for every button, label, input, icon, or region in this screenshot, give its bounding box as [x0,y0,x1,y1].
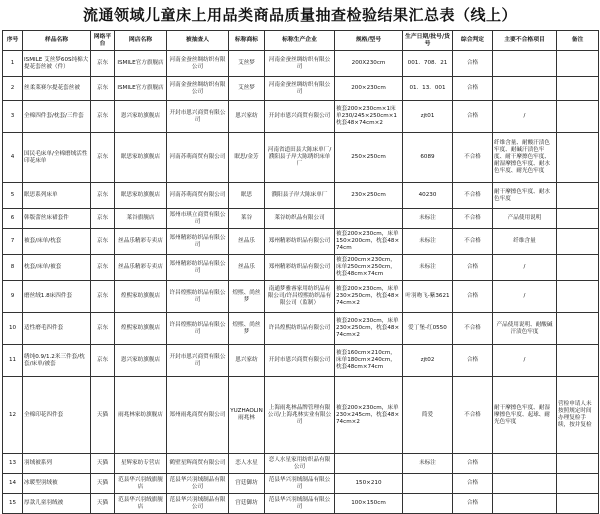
shop-name: 范县华兴羽绒旗舰店 [115,474,167,494]
producer: 河南金蚕丝绸纺织有限公司 [265,51,335,77]
brand: 宫廷御坊 [229,494,265,514]
table-row [3,345,599,377]
verdict: 不合格 [453,133,493,183]
verdict: 不合格 [453,229,493,255]
inspected-party: 河南金蚕丝绸纺织有限公司 [167,51,229,77]
header-cell: 生产日期/批号/货号 [403,31,453,51]
table-row [3,51,599,77]
sample-name: ISMILE 艾丝梦60S纯棉大提花套丝被（件） [23,51,91,77]
row-no: 13 [3,454,23,474]
shop-name: 眠思家纺旗舰店 [115,183,167,209]
batch [403,474,453,494]
shop-name: 雨兆林家纺旗舰店 [115,377,167,454]
header-cell: 主要不合格项目 [493,31,557,51]
batch: zjt01 [403,101,453,133]
brand: YUZHAOLIN 雨兆林 [229,377,265,454]
sample-name: 冰暖型羽绒被 [23,474,91,494]
header-cell: 序号 [3,31,23,51]
spec: 被套200×230cm，床单150×200cm，枕套48×74cm [335,229,403,255]
note [557,229,599,255]
brand: 丝品乐 [229,229,265,255]
producer: 郑州精彩纺织品有限公司 [265,229,335,255]
header-cell: 标称生产企业 [265,31,335,51]
sample-name: 适性磨毛四件套 [23,313,91,345]
table-row [3,454,599,474]
failed-items: 耐干摩擦色牢度、耐水色牢度 [493,183,557,209]
shop-name: 煌熙家纺旗舰店 [115,281,167,313]
verdict: 合格 [453,474,493,494]
spec: 150×210 [335,474,403,494]
platform: 京东 [91,255,115,281]
table-row [3,281,599,313]
batch: 6089 [403,133,453,183]
batch: 简爱 [403,377,453,454]
note [557,345,599,377]
inspected-party: 郑州精彩纺织品有限公司 [167,255,229,281]
failed-items [493,474,557,494]
platform: 京东 [91,101,115,133]
platform: 京东 [91,229,115,255]
platform: 京东 [91,281,115,313]
row-no: 1 [3,51,23,77]
sample-name: 被套/床单/枕套 [23,229,91,255]
table-row [3,255,599,281]
row-no: 11 [3,345,23,377]
producer: 范县华兴羽绒制品有限公司 [265,494,335,514]
shop-name: 煌熙家纺旗舰店 [115,313,167,345]
sample-name: 全棉印花四件套 [23,377,91,454]
table-row [3,229,599,255]
verdict: 不合格 [453,183,493,209]
spec: 被套200×230cm，床单230×250cm，枕套48×74cm×2 [335,281,403,313]
failed-items [493,494,557,514]
platform: 京东 [91,209,115,229]
batch: 40230 [403,183,453,209]
shop-name: 眠思家纺旗舰店 [115,133,167,183]
batch: 爱丁堡-红0550 [403,313,453,345]
shop-name: 恩兴家纺旗舰店 [115,345,167,377]
note [557,474,599,494]
producer: 河南省道田县大陈床单厂/濮阳县子岸大陈绣织床单厂 [265,133,335,183]
shop-name: ISMILE官方旗舰店 [115,51,167,77]
spec: 被套160cm×210cm，床单180cm×240cm，枕套48cm×74cm [335,345,403,377]
table-row [3,101,599,133]
header-cell: 备注 [557,31,599,51]
producer: 上海雨兆林品牌管理有限公司/上海兆林实业有限公司 [265,377,335,454]
row-no: 2 [3,77,23,101]
note [557,255,599,281]
sample-name: 全棉四件套/枕套/三件套 [23,101,91,133]
header-cell: 标称商标 [229,31,265,51]
row-no: 4 [3,133,23,183]
verdict: 合格 [453,281,493,313]
brand: 丝品乐 [229,255,265,281]
brand: 恩兴家纺 [229,345,265,377]
note [557,313,599,345]
table-row [3,313,599,345]
batch: 未标注 [403,255,453,281]
inspected-party: 范县华兴羽绒制品有限公司 [167,494,229,514]
row-no: 6 [3,209,23,229]
platform: 京东 [91,345,115,377]
spec: 250×250cm [335,133,403,183]
brand: 煌熙、尚丝梦 [229,313,265,345]
platform: 京东 [91,77,115,101]
verdict: 合格 [453,494,493,514]
batch: 未标注 [403,454,453,474]
header-cell: 样品名称 [23,31,91,51]
table-row [3,133,599,183]
producer: 恋人水星家用纺织品有限公司 [265,454,335,474]
brand: 宫廷御坊 [229,474,265,494]
note [557,494,599,514]
inspected-party: 范县华兴羽绒制品有限公司 [167,474,229,494]
inspected-party: 河南苏萌商贸有限公司 [167,133,229,183]
platform: 天猫 [91,494,115,514]
spec: 230×250cm [335,183,403,209]
page-title: 流通领域儿童床上用品类商品质量抽查检验结果汇总表（线上） [82,6,517,24]
verdict: 不合格 [453,209,493,229]
brand: 莱谷 [229,209,265,229]
platform: 天猫 [91,454,115,474]
batch: 01．13．001 [403,77,453,101]
inspected-party: 郑州市琪立商贸有限公司 [167,209,229,229]
spec [335,454,403,474]
spec [335,209,403,229]
brand: 恩兴家纺 [229,101,265,133]
note [557,101,599,133]
inspected-party: 河南苏萌商贸有限公司 [167,183,229,209]
sample-name: 韩版蕾丝床裙套件 [23,209,91,229]
shop-name: 丝品乐精彩专卖店 [115,229,167,255]
spec: 被套200×230cm×1床单230/245×250cm×1 枕套48×74cm×2 [335,101,403,133]
batch: 叶羽吻飞-紫3621 [403,281,453,313]
spec: 被套200×230cm，床单230×250cm，枕套48×74cm×2 [335,313,403,345]
batch: 未标注 [403,209,453,229]
inspected-party: 郑州精彩纺织品有限公司 [167,229,229,255]
failed-items: 纤维含量 [493,229,557,255]
sample-name: 羽绒被系列 [23,454,91,474]
inspected-party: 开封市恩兴商贸有限公司 [167,345,229,377]
inspected-party: 河南金蚕丝绸纺织有限公司 [167,77,229,101]
inspected-party: 鹤壁星辉商贸有限公司 [167,454,229,474]
platform: 天猫 [91,474,115,494]
table-row [3,377,599,454]
sample-name: 厚款儿童羽绒被 [23,494,91,514]
verdict: 合格 [453,255,493,281]
sample-name: 眠思系列床单 [23,183,91,209]
row-no: 12 [3,377,23,454]
table-row [3,474,599,494]
shop-name: 范县华兴羽绒旗舰店 [115,494,167,514]
sample-name: 国民毛床单/全棉磨绒活性印花床单 [23,133,91,183]
brand: 煌熙、尚丝梦 [229,281,265,313]
sample-name: 枕套/床单/被套 [23,255,91,281]
failed-items [493,454,557,474]
note: 营检申请人未按照规定时间办理复检手续，按并复检 [557,377,599,454]
producer: 开封市恩兴商贸有限公司 [265,101,335,133]
row-no: 8 [3,255,23,281]
spec: 被套200cm×230cm，床单250cm×250cm，枕套48cm×74cm [335,255,403,281]
failed-items: / [493,101,557,133]
inspected-party: 开封市恩兴商贸有限公司 [167,101,229,133]
note [557,209,599,229]
header-cell: 规格/型号 [335,31,403,51]
brand: 眠思 [229,183,265,209]
verdict: 合格 [453,101,493,133]
verdict: 合格 [453,345,493,377]
spec: 100×150cm [335,494,403,514]
failed-items: 耐干摩擦色牢度、耐湿摩擦色牢度、起球、耐光色牢度 [493,377,557,454]
header-cell: 网店名称 [115,31,167,51]
table-row [3,77,599,101]
header-cell: 综合判定 [453,31,493,51]
note [557,51,599,77]
failed-items: / [493,345,557,377]
verdict: 不合格 [453,377,493,454]
table-row [3,209,599,229]
shop-name: ISMILE官方旗舰店 [115,77,167,101]
inspected-party: 许昌煌熙纺织品有限公司 [167,281,229,313]
failed-items: 纤维含量、耐酸汗渍色牢度、耐碱汗渍色牢度、耐干摩擦色牢度、耐湿摩擦色牢度、耐水色牢度、耐光色牢度 [493,133,557,183]
shop-name: 恩兴家纺旗舰店 [115,101,167,133]
platform: 京东 [91,183,115,209]
verdict: 合格 [453,51,493,77]
batch: zjt02 [403,345,453,377]
platform: 天猫 [91,377,115,454]
verdict: 合格 [453,454,493,474]
brand: 艾丝梦 [229,77,265,101]
inspected-party: 许昌煌熙纺织品有限公司 [167,313,229,345]
table-row [3,183,599,209]
table-row [3,494,599,514]
producer: 河南金蚕丝绸纺织有限公司 [265,77,335,101]
platform: 京东 [91,51,115,77]
producer: 范县华兴羽绒制品有限公司 [265,474,335,494]
note [557,183,599,209]
failed-items: 产品使用说明、耐酸碱汗渍色牢度 [493,313,557,345]
shop-name: 星辉家纺专营店 [115,454,167,474]
batch: 001．708．21 [403,51,453,77]
sample-name: 磨丝绒1.8床四件套 [23,281,91,313]
brand: 恋人水星 [229,454,265,474]
sample-name: 丝柔莱赛尔提花套丝被 [23,77,91,101]
note [557,133,599,183]
verdict: 不合格 [453,313,493,345]
results-table [2,30,599,514]
failed-items: 产品使用说明 [493,209,557,229]
producer: 濮阳县子岸大陈床单厂 [265,183,335,209]
producer: 许昌煌熙纺织品有限公司 [265,313,335,345]
header-cell: 被抽查人 [167,31,229,51]
producer: 莱谷纺织品有限公司 [265,209,335,229]
row-no: 15 [3,494,23,514]
producer: 南通梦雅睿家用纺织品有限公司/许昌煌熙纺织品有限公司（监制） [265,281,335,313]
note [557,454,599,474]
note [557,77,599,101]
failed-items [493,77,557,101]
failed-items: / [493,281,557,313]
row-no: 7 [3,229,23,255]
row-no: 5 [3,183,23,209]
brand: 眠思/金芳 [229,133,265,183]
platform: 京东 [91,133,115,183]
producer: 郑州精彩纺织品有限公司 [265,255,335,281]
note [557,281,599,313]
spec: 被套200×230cm，床单230×245cm，枕套48×74cm×2 [335,377,403,454]
header-cell: 网络平台 [91,31,115,51]
shop-name: 莱谷旗舰店 [115,209,167,229]
batch: 未标注 [403,229,453,255]
batch [403,494,453,514]
failed-items: / [493,255,557,281]
producer: 开封市恩兴商贸有限公司 [265,345,335,377]
row-no: 10 [3,313,23,345]
spec: 200×230cm [335,77,403,101]
spec: 200X230cm [335,51,403,77]
shop-name: 丝品乐精彩专卖店 [115,255,167,281]
row-no: 3 [3,101,23,133]
header-row [3,31,599,51]
row-no: 9 [3,281,23,313]
platform: 京东 [91,313,115,345]
verdict: 合格 [453,77,493,101]
brand: 艾丝梦 [229,51,265,77]
row-no: 14 [3,474,23,494]
failed-items [493,51,557,77]
inspected-party: 郑州雨兆商贸有限公司 [167,377,229,454]
sample-name: 绣纯0.9/1.2米三件套/枕套/床单/被套 [23,345,91,377]
